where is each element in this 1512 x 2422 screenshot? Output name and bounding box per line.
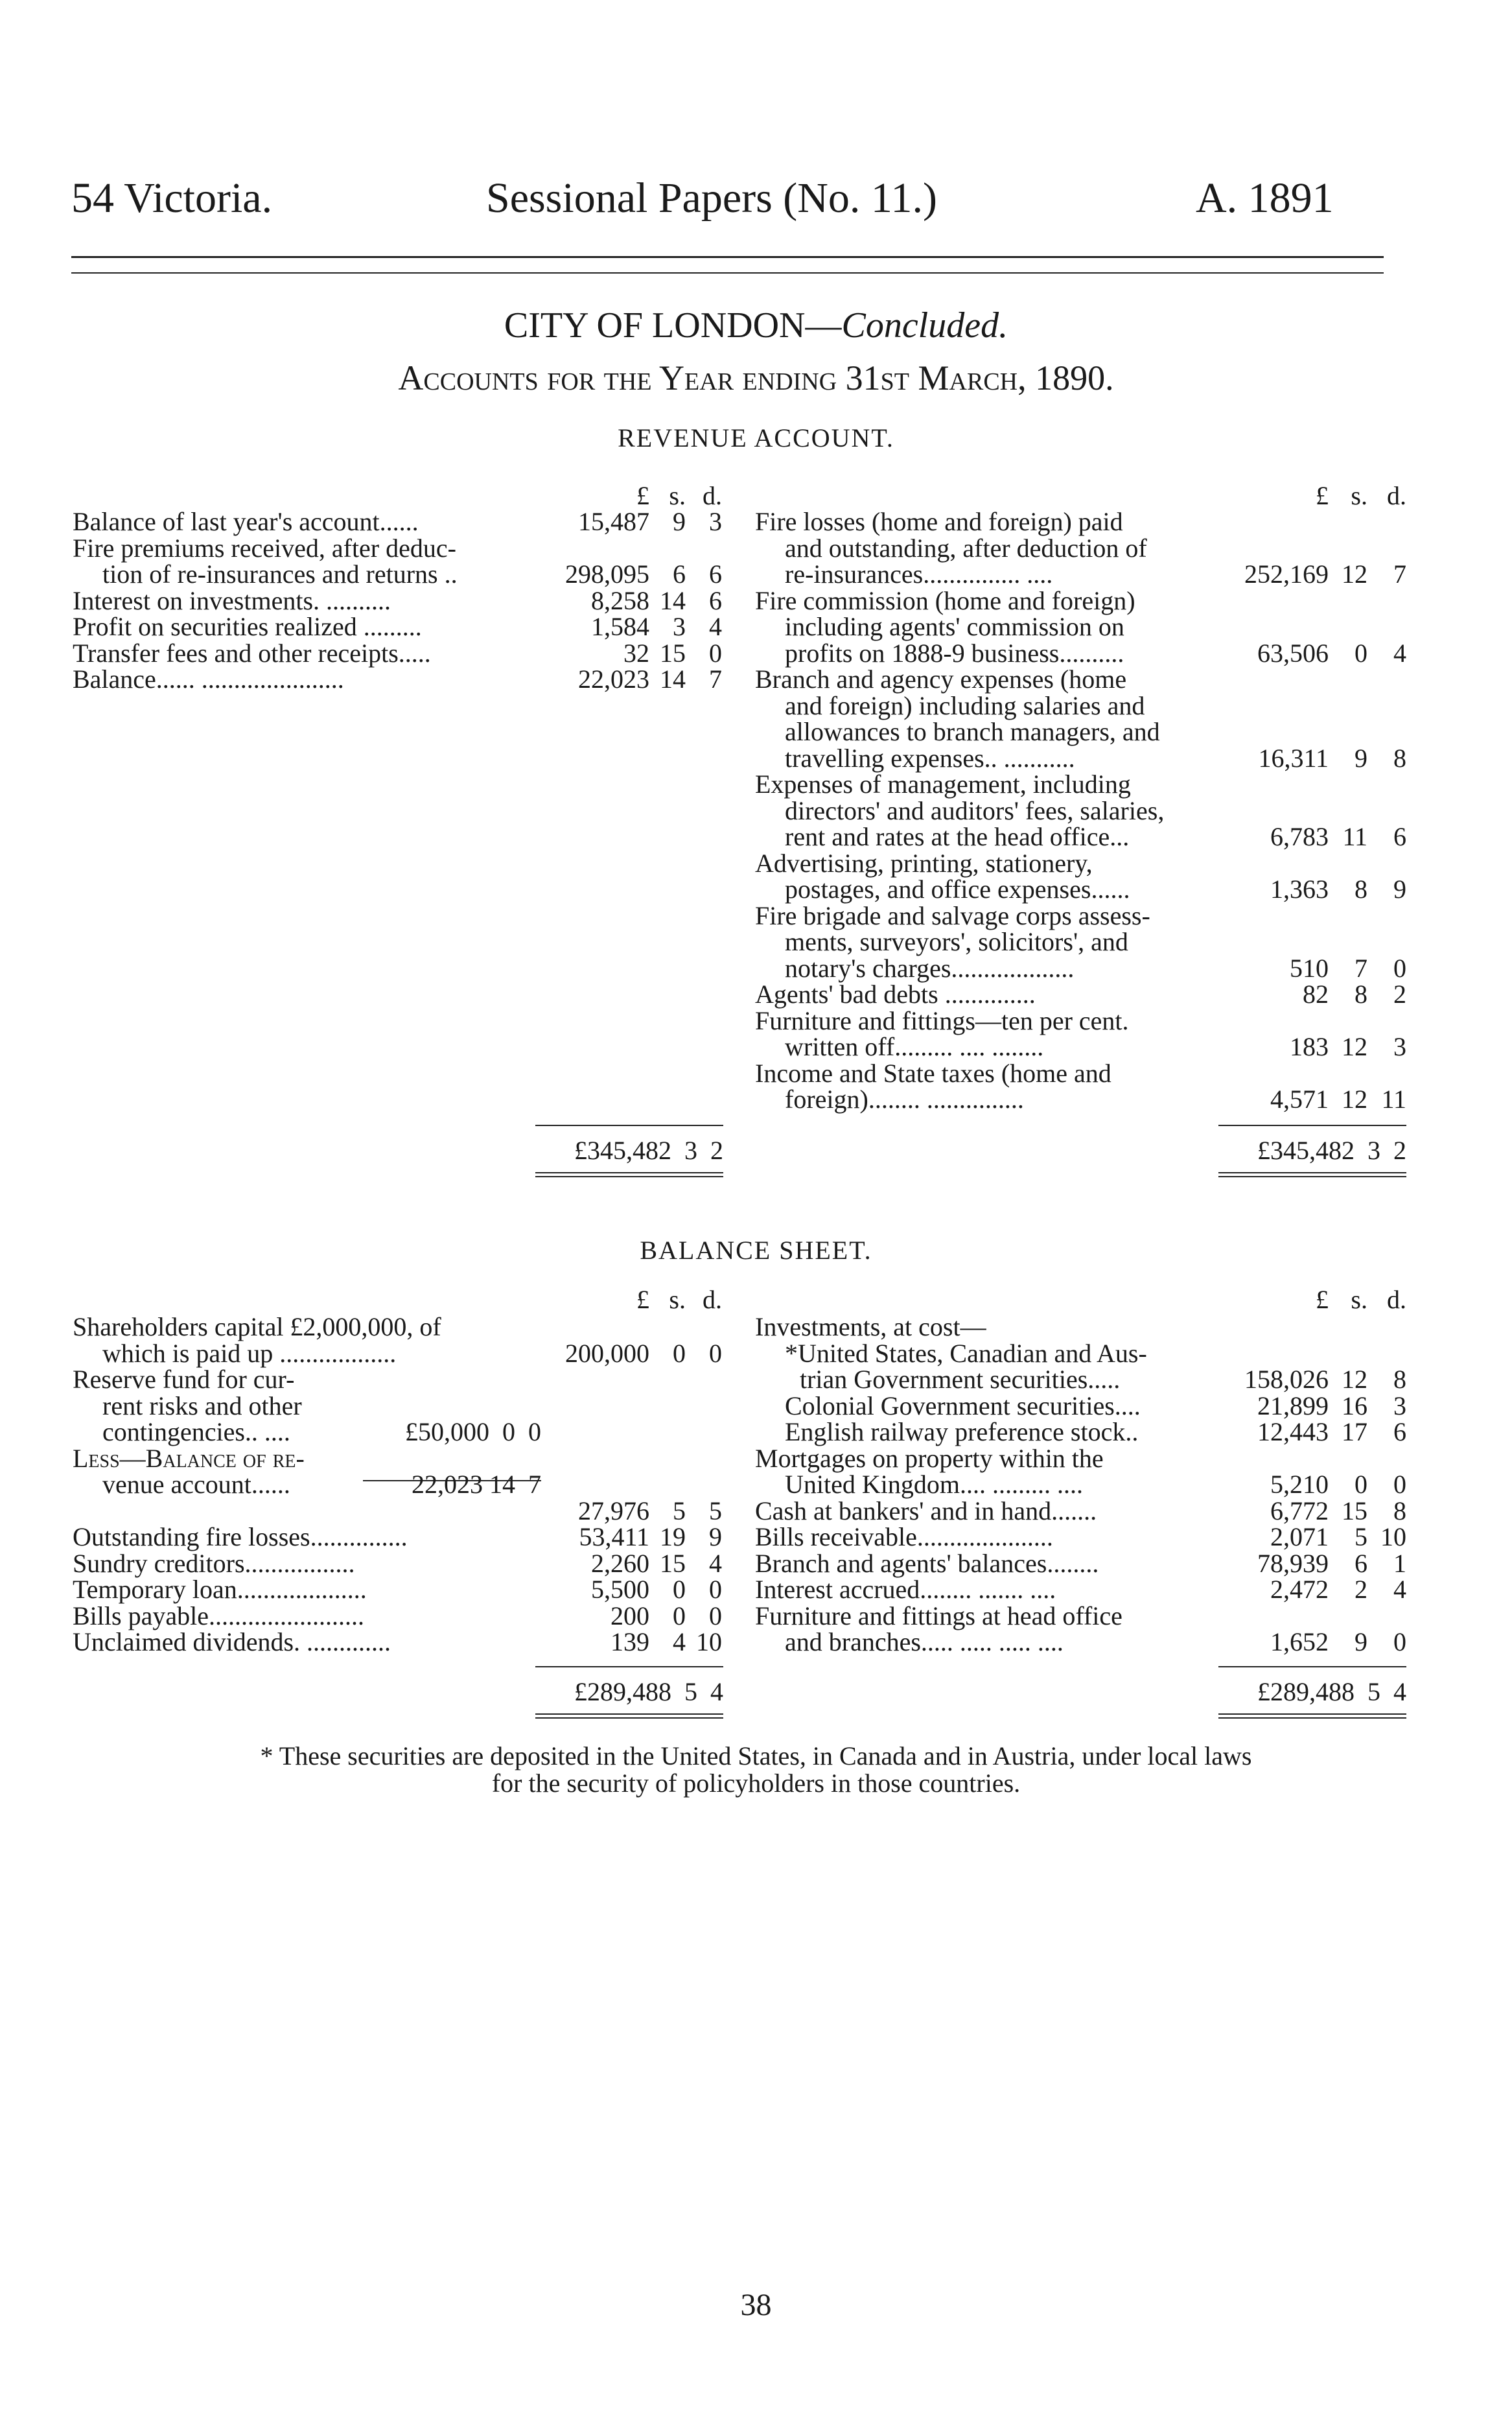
revenue-col-header-pounds-right: £ [1316, 481, 1329, 510]
revenue-right-total-double-rule-2 [1218, 1176, 1406, 1177]
revenue-col-header-shillings-right: s. [1351, 481, 1367, 510]
balance-right-row-shillings: 9 [1355, 1627, 1367, 1656]
balance-left-row-shillings: 4 [673, 1627, 686, 1656]
revenue-right-row-label: written off......... .... ........ [785, 1032, 1044, 1061]
header-rule-2 [71, 272, 1384, 274]
balance-left-row-label: Bills payable........................ [73, 1601, 364, 1630]
revenue-left-row-pence: 6 [709, 559, 722, 589]
balance-right-row-pence: 10 [1380, 1522, 1406, 1551]
revenue-right-row-label: rent and rates at the head office... [785, 822, 1130, 851]
balance-left-row-label: which is paid up .................. [102, 1338, 397, 1368]
revenue-right-row-label: Fire commission (home and foreign) [755, 585, 1135, 615]
revenue-right-row-pounds: 510 [1290, 953, 1329, 983]
revenue-left-row-shillings: 9 [673, 507, 686, 536]
revenue-right-row-label: travelling expenses.. ........... [785, 743, 1075, 773]
revenue-right-row-shillings: 12 [1342, 1085, 1367, 1114]
revenue-right-row-label: Expenses of management, including [755, 770, 1131, 799]
balance-left-row-shillings: 15 [660, 1548, 686, 1578]
revenue-right-row-shillings: 12 [1342, 559, 1367, 589]
balance-right-row-label: Branch and agents' balances........ [755, 1548, 1099, 1578]
revenue-left-row-shillings: 14 [660, 664, 686, 694]
balance-right-row-shillings: 17 [1342, 1417, 1367, 1446]
revenue-right-row-shillings: 7 [1355, 953, 1367, 983]
balance-right-row-label: and branches..... ..... ..... .... [785, 1627, 1064, 1656]
balance-left-row-shillings: 0 [673, 1338, 686, 1368]
balance-right-row-label: *United States, Canadian and Aus- [785, 1338, 1147, 1368]
revenue-right-row-pence: 0 [1393, 953, 1406, 983]
balance-left-row-shillings: 0 [673, 1601, 686, 1630]
revenue-left-row-pounds: 22,023 [578, 664, 649, 694]
balance-left-row-label: Temporary loan.................... [73, 1575, 367, 1604]
revenue-right-row-pounds: 4,571 [1270, 1085, 1329, 1114]
balance-right-row-label: Furniture and fittings at head office [755, 1601, 1122, 1630]
balance-left-row-pounds: 2,260 [591, 1548, 649, 1578]
balance-left-row-pence: 9 [709, 1522, 722, 1551]
revenue-right-row-label: Agents' bad debts .............. [755, 980, 1036, 1009]
balance-left-row-pence: 0 [709, 1575, 722, 1604]
revenue-right-row-label: postages, and office expenses...... [785, 875, 1130, 904]
revenue-right-total-rule [1218, 1125, 1406, 1126]
revenue-right-total: £345,482 3 2 [1257, 1136, 1406, 1165]
revenue-col-header-pence-right: d. [1387, 481, 1406, 510]
revenue-left-row-pounds: 8,258 [591, 585, 649, 615]
revenue-right-row-label: Furniture and fittings—ten per cent. [755, 1005, 1129, 1035]
revenue-right-row-label: Branch and agency expenses (home [755, 664, 1127, 694]
revenue-left-row-pounds: 298,095 [565, 559, 649, 589]
page-number: 38 [740, 2288, 772, 2322]
revenue-right-row-label: directors' and auditors' fees, salaries, [785, 795, 1165, 825]
balance-right-row-pence: 4 [1393, 1575, 1406, 1604]
balance-right-row-label: Mortgages on property within the [755, 1443, 1104, 1473]
balance-left-row-label: Sundry creditors................. [73, 1548, 355, 1578]
revenue-right-row-label: Advertising, printing, stationery, [755, 848, 1093, 878]
footnote-line-1: * These securities are deposited in the United States, in Canada and in Austria, under local laws [260, 1741, 1252, 1770]
revenue-left-row-label: tion of re-insurances and returns .. [102, 559, 458, 589]
revenue-right-row-label: Income and State taxes (home and [755, 1058, 1111, 1088]
revenue-right-row-label: ments, surveyors', solicitors', and [785, 927, 1128, 956]
balance-right-total: £289,488 5 4 [1257, 1677, 1406, 1706]
revenue-right-row-label: allowances to branch managers, and [785, 717, 1160, 746]
balance-left-total: £289,488 5 4 [574, 1677, 723, 1706]
balance-left-row-pounds: 27,976 [578, 1496, 649, 1525]
balance-right-row-label: Investments, at cost— [755, 1312, 986, 1341]
revenue-left-row-shillings: 14 [660, 585, 686, 615]
revenue-right-row-label: and foreign) including salaries and [785, 690, 1145, 720]
header-center: Sessional Papers (No. 11.) [486, 174, 937, 222]
balance-left-total-double-rule [535, 1713, 723, 1715]
balance-right-row-shillings: 0 [1355, 1470, 1367, 1499]
balance-left-row-label: venue account...... [102, 1470, 290, 1499]
revenue-right-row-pence: 6 [1393, 822, 1406, 851]
balance-left-row-pounds: 5,500 [591, 1575, 649, 1604]
balance-left-row-pence: 5 [709, 1496, 722, 1525]
revenue-right-row-pounds: 183 [1290, 1032, 1329, 1061]
revenue-col-header-pence-left: d. [703, 481, 722, 510]
balance-left-row-subamount: £50,000 0 0 [405, 1417, 541, 1446]
balance-right-row-shillings: 16 [1342, 1391, 1367, 1420]
revenue-left-row-pounds: 32 [623, 638, 649, 668]
revenue-col-header-pounds-left: £ [636, 481, 649, 510]
balance-left-total-double-rule-2 [535, 1717, 723, 1719]
revenue-right-row-shillings: 11 [1342, 822, 1367, 851]
balance-col-header-pence-right: d. [1387, 1285, 1406, 1314]
balance-left-row-label: Unclaimed dividends. ............. [73, 1627, 391, 1656]
balance-right-row-pounds: 5,210 [1270, 1470, 1329, 1499]
balance-right-row-shillings: 15 [1342, 1496, 1367, 1525]
balance-right-total-double-rule [1218, 1713, 1406, 1715]
revenue-right-row-label: including agents' commission on [785, 612, 1124, 641]
balance-left-row-label: Shareholders capital £2,000,000, of [73, 1312, 441, 1341]
balance-right-row-label: United Kingdom.... ......... .... [785, 1470, 1083, 1499]
balance-left-row-shillings: 5 [673, 1496, 686, 1525]
accounts-title: Accounts for the Year ending 31st March, 1890. [398, 359, 1114, 397]
balance-left-row-pence: 0 [709, 1338, 722, 1368]
balance-left-row-pounds: 53,411 [579, 1522, 649, 1551]
balance-right-row-label: Interest accrued........ ....... .... [755, 1575, 1056, 1604]
balance-right-row-pounds: 12,443 [1257, 1417, 1329, 1446]
balance-left-row-pounds: 200 [611, 1601, 649, 1630]
balance-right-row-pence: 6 [1393, 1417, 1406, 1446]
revenue-left-row-label: Profit on securities realized ......... [73, 612, 422, 641]
balance-right-row-pence: 0 [1393, 1627, 1406, 1656]
balance-left-row-label: Less—Balance of re- [73, 1443, 305, 1473]
revenue-right-row-pence: 4 [1393, 638, 1406, 668]
balance-right-total-rule [1218, 1666, 1406, 1667]
revenue-right-row-pounds: 63,506 [1257, 638, 1329, 668]
revenue-right-row-label: re-insurances............... .... [785, 559, 1053, 589]
revenue-left-row-shillings: 6 [673, 559, 686, 589]
revenue-right-row-shillings: 8 [1355, 980, 1367, 1009]
balance-col-header-pounds-right: £ [1316, 1285, 1329, 1314]
balance-right-row-pence: 8 [1393, 1365, 1406, 1394]
balance-right-row-pounds: 6,772 [1270, 1496, 1329, 1525]
balance-left-row-shillings: 0 [673, 1575, 686, 1604]
revenue-right-row-pence: 8 [1393, 743, 1406, 773]
balance-left-row-shillings: 19 [660, 1522, 686, 1551]
balance-right-row-pence: 8 [1393, 1496, 1406, 1525]
revenue-right-row-label: Fire losses (home and foreign) paid [755, 507, 1123, 536]
balance-right-row-pounds: 21,899 [1257, 1391, 1329, 1420]
company-title [0, 305, 1512, 346]
balance-left-row-label: contingencies.. .... [102, 1417, 290, 1446]
revenue-right-row-pence: 2 [1393, 980, 1406, 1009]
revenue-right-row-label: foreign)........ ............... [785, 1085, 1024, 1114]
revenue-left-total-rule [535, 1125, 723, 1126]
revenue-col-header-shillings-left: s. [669, 481, 686, 510]
revenue-left-row-label: Fire premiums received, after deduc- [73, 533, 456, 563]
balance-left-row-label: Outstanding fire losses............... [73, 1522, 408, 1551]
revenue-right-total-double-rule [1218, 1172, 1406, 1173]
revenue-right-row-pence: 3 [1393, 1032, 1406, 1061]
balance-col-header-shillings-left: s. [669, 1285, 686, 1314]
header-right: A. 1891 [1196, 174, 1334, 222]
revenue-right-row-pence: 7 [1393, 559, 1406, 589]
revenue-right-row-pence: 9 [1393, 875, 1406, 904]
revenue-right-row-label: profits on 1888-9 business.......... [785, 638, 1124, 668]
balance-left-row-pence: 10 [696, 1627, 722, 1656]
balance-left-row-pence: 0 [709, 1601, 722, 1630]
balance-right-row-shillings: 6 [1355, 1548, 1367, 1578]
revenue-left-row-label: Balance...... ...................... [73, 664, 344, 694]
balance-left-row-label: Reserve fund for cur- [73, 1365, 295, 1394]
revenue-right-row-shillings: 9 [1355, 743, 1367, 773]
revenue-left-row-pounds: 1,584 [591, 612, 649, 641]
balance-left-row-subamount: 22,023 14 7 [412, 1470, 541, 1499]
header-left: 54 Victoria. [71, 174, 273, 222]
balance-right-row-label: Bills receivable..................... [755, 1522, 1053, 1551]
balance-right-row-label: Colonial Government securities.... [785, 1391, 1141, 1420]
balance-title: BALANCE SHEET. [640, 1236, 872, 1265]
balance-right-row-pence: 0 [1393, 1470, 1406, 1499]
revenue-right-row-pounds: 6,783 [1270, 822, 1329, 851]
revenue-left-row-label: Interest on investments. .......... [73, 585, 391, 615]
revenue-left-row-pence: 0 [709, 638, 722, 668]
revenue-right-row-label: and outstanding, after deduction of [785, 533, 1147, 563]
balance-right-row-pounds: 158,026 [1244, 1365, 1329, 1394]
balance-right-row-label: trian Government securities..... [800, 1365, 1121, 1394]
company-name: CITY OF LONDON— [504, 305, 842, 346]
revenue-left-row-label: Balance of last year's account...... [73, 507, 419, 536]
balance-right-total-double-rule-2 [1218, 1717, 1406, 1719]
revenue-left-row-pence: 4 [709, 612, 722, 641]
balance-right-row-pence: 3 [1393, 1391, 1406, 1420]
balance-left-row-label: rent risks and other [102, 1391, 302, 1420]
balance-right-row-shillings: 5 [1355, 1522, 1367, 1551]
revenue-right-row-shillings: 12 [1342, 1032, 1367, 1061]
revenue-right-row-pence: 11 [1381, 1085, 1406, 1114]
revenue-left-total-double-rule [535, 1172, 723, 1173]
balance-left-total-rule [535, 1666, 723, 1667]
balance-left-row-pounds: 139 [611, 1627, 649, 1656]
balance-left-row-pounds: 200,000 [565, 1338, 649, 1368]
balance-col-header-shillings-right: s. [1351, 1285, 1367, 1314]
revenue-right-row-shillings: 0 [1355, 638, 1367, 668]
revenue-left-total-double-rule-2 [535, 1176, 723, 1177]
balance-right-row-pounds: 1,652 [1270, 1627, 1329, 1656]
revenue-left-row-shillings: 3 [673, 612, 686, 641]
revenue-right-row-pounds: 82 [1303, 980, 1329, 1009]
revenue-left-row-pence: 7 [709, 664, 722, 694]
company-suffix: Concluded. [841, 305, 1008, 346]
revenue-right-row-shillings: 8 [1355, 875, 1367, 904]
balance-right-row-shillings: 2 [1355, 1575, 1367, 1604]
revenue-right-row-pounds: 252,169 [1244, 559, 1329, 589]
balance-left-row-pence: 4 [709, 1548, 722, 1578]
balance-right-row-pounds: 2,071 [1270, 1522, 1329, 1551]
revenue-left-row-label: Transfer fees and other receipts..... [73, 638, 431, 668]
balance-right-row-label: Cash at bankers' and in hand....... [755, 1496, 1097, 1525]
balance-col-header-pounds-left: £ [636, 1285, 649, 1314]
revenue-left-total: £345,482 3 2 [574, 1136, 723, 1165]
revenue-left-row-pounds: 15,487 [578, 507, 649, 536]
revenue-left-row-shillings: 15 [660, 638, 686, 668]
balance-right-row-shillings: 12 [1342, 1365, 1367, 1394]
balance-right-row-label: English railway preference stock.. [785, 1417, 1139, 1446]
balance-right-row-pence: 1 [1393, 1548, 1406, 1578]
revenue-right-row-pounds: 1,363 [1270, 875, 1329, 904]
footnote-line-2: for the security of policyholders in those countries. [491, 1769, 1021, 1798]
balance-right-row-pounds: 78,939 [1257, 1548, 1329, 1578]
revenue-right-row-label: notary's charges................... [785, 953, 1075, 983]
revenue-left-row-pence: 6 [709, 585, 722, 615]
revenue-left-row-pence: 3 [709, 507, 722, 536]
balance-col-header-pence-left: d. [703, 1285, 722, 1314]
balance-right-row-pounds: 2,472 [1270, 1575, 1329, 1604]
revenue-title: REVENUE ACCOUNT. [618, 423, 894, 453]
revenue-right-row-pounds: 16,311 [1258, 743, 1329, 773]
header-rule [71, 256, 1384, 258]
revenue-right-row-label: Fire brigade and salvage corps assess- [755, 900, 1150, 930]
